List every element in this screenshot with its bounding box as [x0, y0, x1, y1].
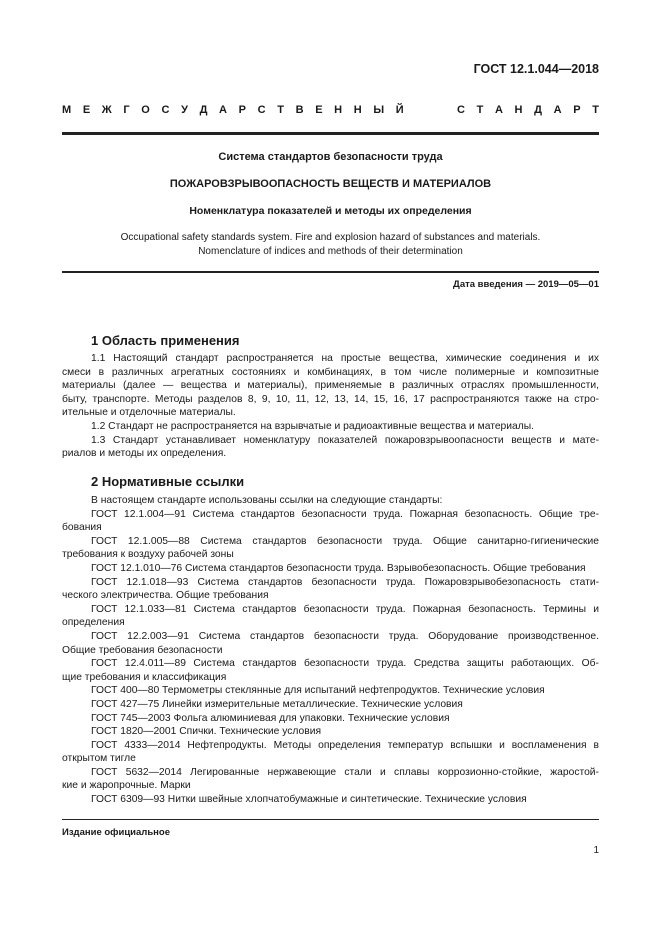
reference-line: ГОСТ 12.4.011—89 Система стандартов безопасности труда. Средства защиты работающих. Об-	[91, 658, 599, 670]
paragraph-line: смеси в различных агрегатных состояниях и комбинациях, в том числе полимерные и композитные	[62, 366, 599, 378]
header-letter: В	[295, 104, 304, 116]
header-letter	[415, 104, 445, 116]
header-letter: Е	[315, 104, 323, 116]
reference-line: ГОСТ 6309—93 Нитки швейные хлопчатобумажные и синтетические. Технические условия	[91, 794, 527, 806]
paragraph-line: 1.1 Настоящий стандарт распространяется на простые вещества, химические соединения и их	[91, 353, 599, 364]
header-letter: А	[494, 104, 503, 116]
reference-line: ГОСТ 12.1.033—81 Система стандартов безопасности труда. Пожарная безопасность. Термины и	[91, 603, 599, 615]
document-subtitle: Номенклатура показателей и методы их определения	[189, 205, 472, 217]
header-letter: Т	[592, 104, 599, 116]
reference-line: ческого электричества. Общие требования	[62, 590, 269, 602]
english-title	[62, 231, 599, 259]
reference-line: ГОСТ 1820—2001 Спички. Технические условия	[91, 726, 322, 738]
header-letter: Н	[353, 104, 362, 116]
reference-line: определения	[62, 617, 125, 629]
header-letter: Д	[534, 104, 542, 116]
section-1-heading: 1 Область применения	[91, 333, 240, 348]
header-letter: Р	[238, 104, 246, 116]
reference-line: открытом тигле	[62, 753, 136, 765]
header-letter: У	[181, 104, 188, 116]
header-letter: Н	[514, 104, 523, 116]
paragraph-line: быту, транспорте. Методы разделов 8, 9, 10, 11, 12, 13, 14, 15, 16, 17 распространяются также на стро-	[62, 393, 599, 405]
section-2-heading: 2 Нормативные ссылки	[91, 474, 245, 489]
reference-line: щие требования и классификация	[62, 671, 227, 683]
paragraph-line: 1.2 Стандарт не распространяется на взрывчатые и радиоактивные вещества и материалы.	[91, 420, 535, 432]
header-letter: Р	[573, 104, 581, 116]
header-letter: С	[161, 104, 170, 116]
header-letter: М	[62, 104, 72, 116]
header-letter: Д	[199, 104, 208, 116]
reference-line: В настоящем стандарте использованы ссылки на следующие стандарты:	[91, 495, 443, 506]
reference-line: ГОСТ 12.1.018—93 Система стандартов безопасности труда. Пожаровзрывобезопасность стати-	[91, 576, 599, 588]
reference-line: требования к воздуху рабочей зоны	[62, 549, 234, 561]
title-rule	[62, 271, 599, 273]
reference-line: ГОСТ 12.1.005—88 Система стандартов безопасности труда. Общие санитарно-гигиенические	[91, 535, 599, 547]
paragraph-line: 1.3 Стандарт устанавливает номенклатуру показателей пожаровзрывоопасности веществ и мате-	[91, 434, 599, 446]
page-number: 1	[593, 845, 599, 856]
section-1-body	[62, 352, 599, 461]
header-rule	[62, 132, 599, 135]
paragraph-line: риалов и методы их определения.	[62, 448, 227, 460]
footer-rule	[62, 819, 599, 820]
reference-line: Общие требования безопасности	[62, 644, 223, 656]
header-letter: А	[553, 104, 562, 116]
reference-line: ГОСТ 5632—2014 Легированные нержавеющие стали и сплавы коррозионно-стойкие, жаростой-	[91, 766, 599, 778]
standard-type-header	[62, 104, 599, 116]
header-letter: Г	[123, 104, 130, 116]
section-2-body	[62, 494, 599, 807]
header-letter: Ж	[101, 104, 112, 116]
header-letter: О	[141, 104, 150, 116]
edition-label: Издание официальное	[62, 827, 170, 838]
document-code: ГОСТ 12.1.044—2018	[473, 62, 599, 76]
reference-line: ГОСТ 4333—2014 Нефтепродукты. Методы определения температур вспышки и воспламенения в	[91, 739, 599, 751]
reference-line: ГОСТ 12.1.010—76 Система стандартов безопасности труда. Взрывобезопасность. Общие требования	[91, 562, 586, 574]
system-title: Система стандартов безопасности труда	[218, 151, 443, 163]
header-letter: Т	[277, 104, 284, 116]
english-title-line-2: Nomenclature of indices and methods of their determination	[198, 246, 463, 257]
header-letter: А	[219, 104, 227, 116]
reference-line: бования	[62, 522, 102, 534]
paragraph-line: ительные и отделочные материалы.	[62, 407, 236, 419]
header-letter: Й	[395, 104, 404, 116]
reference-line: ГОСТ 12.1.004—91 Система стандартов безопасности труда. Пожарная безопасность. Общие тре-	[91, 508, 599, 520]
header-letter: Т	[476, 104, 484, 116]
header-letter: С	[257, 104, 266, 116]
header-letter: Н	[334, 104, 343, 116]
reference-line: ГОСТ 400—80 Термометры стеклянные для испытаний нефтепродуктов. Технические условия	[91, 685, 545, 697]
reference-line: ГОСТ 12.2.003—91 Система стандартов безопасности труда. Оборудование производственное.	[91, 630, 599, 642]
header-letter: Ы	[373, 104, 385, 116]
reference-line: ГОСТ 427—75 Линейки измерительные металлические. Технические условия	[91, 698, 463, 710]
english-title-line-1: Occupational safety standards system. Fire and explosion hazard of substances and materials.	[120, 232, 541, 243]
header-letter: С	[456, 104, 465, 116]
reference-line: ГОСТ 745—2003 Фольга алюминиевая для упаковки. Технические условия	[91, 712, 450, 724]
reference-line: кие и жаропрочные. Марки	[62, 780, 191, 792]
introduction-date: Дата введения — 2019—05—01	[453, 279, 599, 290]
header-letter: Е	[82, 104, 91, 116]
document-title: ПОЖАРОВЗРЫВООПАСНОСТЬ ВЕЩЕСТВ И МАТЕРИАЛОВ	[169, 178, 492, 190]
paragraph-line: материалы (далее — вещества и материалы), применяемые в различных отраслях промышленности,	[62, 380, 599, 392]
